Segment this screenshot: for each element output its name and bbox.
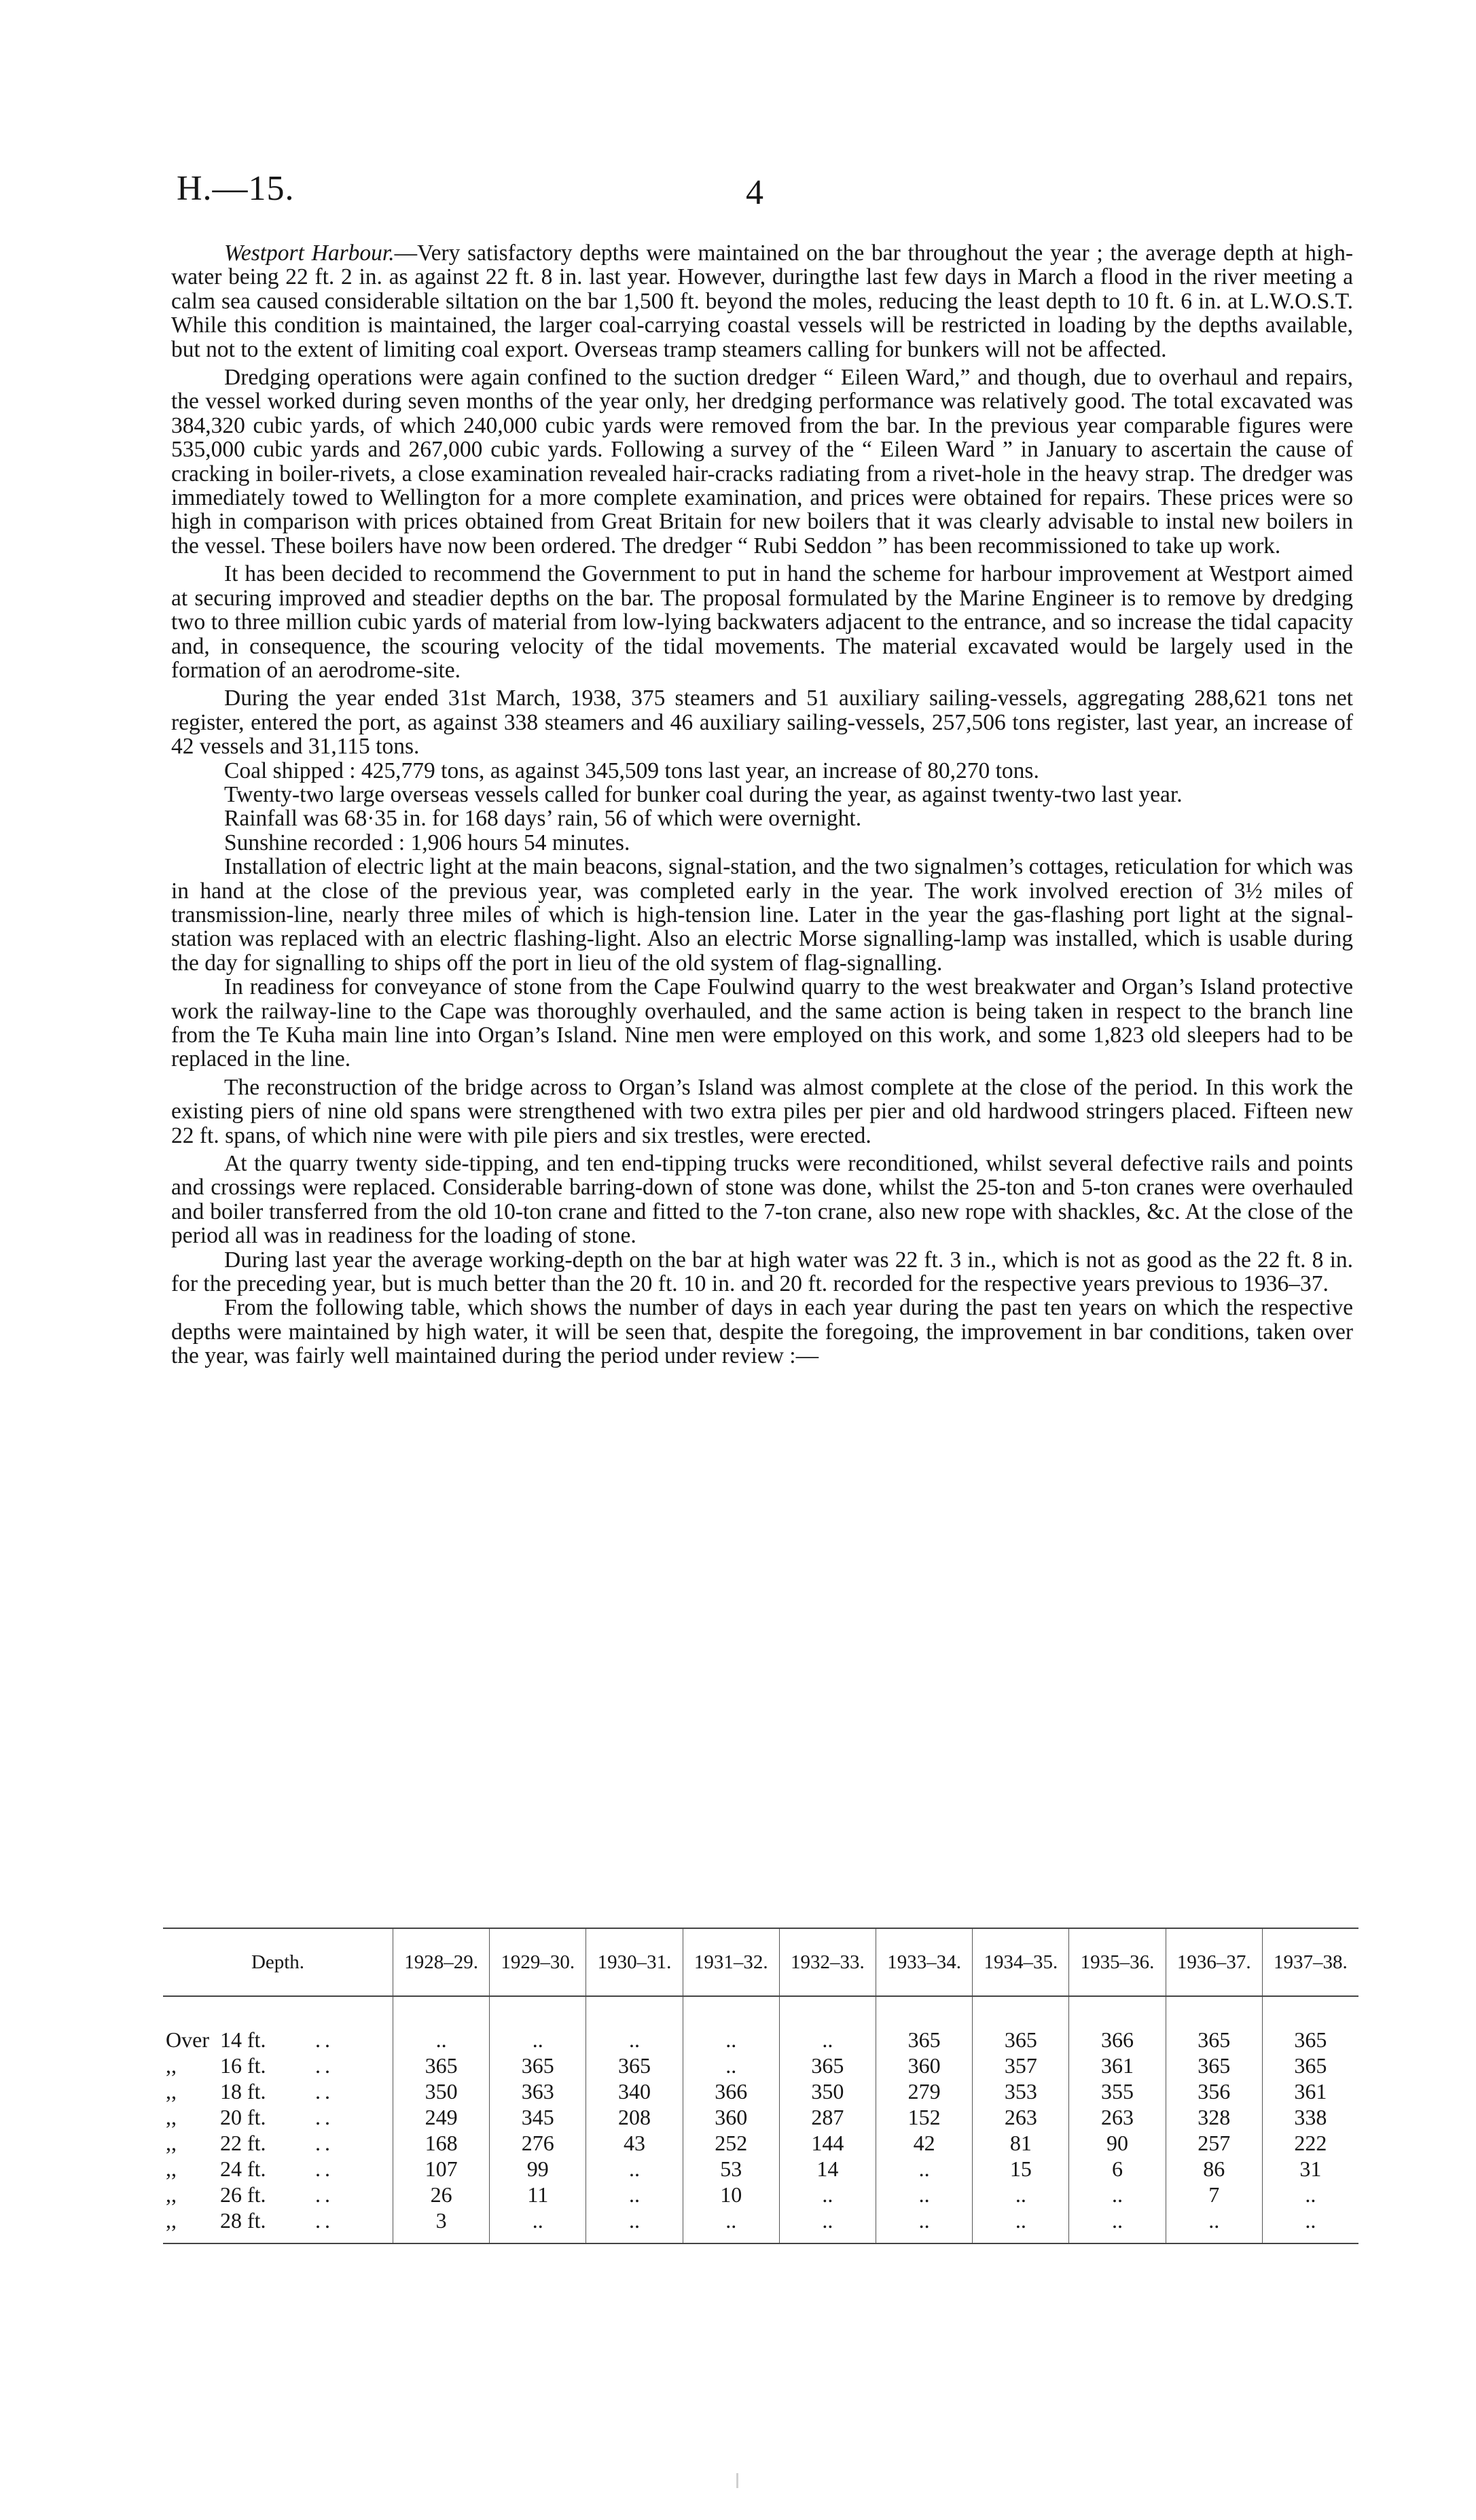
column-header-year: 1928–29. [393,1928,490,1996]
days-cell: 263 [973,2104,1069,2130]
table-row [163,2207,1358,2243]
days-cell: .. [876,2207,973,2243]
days-cell: 366 [1069,2027,1166,2053]
paragraph-quarry: At the quarry twenty side-tipping, and ten end-tipping trucks were reconditioned, whilst several defective rails and points and crossings were replaced. Considerable barring-down of stone was done, whilst the 25-ton and 5-ton cranes were overhauled and boiler transferred from the old 10-ton crane and fitted to the 7-ton crane, also new rope with shackles, &c. At the close of the period all was in readiness for the loading of stone. [171,1151,1353,1249]
days-cell: 90 [1069,2130,1166,2156]
days-cell: 366 [683,2078,779,2104]
column-header-depth: Depth. [163,1928,393,1996]
days-cell: 208 [586,2104,683,2130]
depth-label-cell [163,2182,393,2207]
days-cell: 363 [490,2078,586,2104]
depth-value: 28 ft. [220,2208,266,2233]
section-heading: Westport Harbour. [224,241,395,266]
days-cell: 356 [1166,2078,1262,2104]
table-row [163,2130,1358,2156]
days-cell: 263 [1069,2104,1166,2130]
table-header-row [163,1928,1358,1996]
days-cell: 365 [1262,2053,1358,2078]
depth-prefix: ,, [166,2105,177,2129]
depth-prefix: ,, [166,2182,177,2207]
table-row [163,2156,1358,2182]
paragraph-westport-harbour [171,241,1353,361]
paragraph-table-intro: From the following table, which shows the number of days in each year during the past ten years on which the respective depths were maintained by high water, it will be seen that, despite the foregoing, the improvement in bar conditions, taken over the year, was fairly well maintained during the period under review :— [171,1295,1353,1369]
leader-dots: .. [315,2105,334,2129]
depth-value: 18 ft. [220,2079,266,2104]
days-cell: 107 [393,2156,490,2182]
days-cell: 361 [1262,2078,1358,2104]
paragraph-shipping-entered: During the year ended 31st March, 1938, 375 steamers and 51 auxiliary sailing-vessels, aggregating 288,621 tons net register, entered the port, as against 338 steamers and 46 auxiliary sailing-vessels, 257,506 tons register, last year, an increase of 42 vessels and 31,115 tons. [171,686,1353,760]
days-cell: 365 [973,2027,1069,2053]
table-row [163,2027,1358,2053]
days-cell: 81 [973,2130,1069,2156]
days-cell: 6 [1069,2156,1166,2182]
paragraph-harbour-scheme: It has been decided to recommend the Government to put in hand the scheme for harbour improvement at Westport aimed at securing improved and steadier depths on the bar. The proposal formulated by the Marine Engineer is to remove by dredging two to three million cubic yards of material from low-lying backwaters adjacent to the entrance, and so increase the tidal capacity and, in consequence, the scouring velocity of the tidal movements. The material excavated would be largely used in the formation of an aerodrome-site. [171,561,1353,683]
days-cell: .. [586,2207,683,2243]
leader-dots: .. [315,2079,334,2104]
depth-label-cell [163,2078,393,2104]
days-cell: 338 [1262,2104,1358,2130]
depth-table-body [163,1996,1358,2243]
days-cell: .. [586,2027,683,2053]
days-cell: 86 [1166,2156,1262,2182]
days-cell: 26 [393,2182,490,2207]
paragraph-working-depth: During last year the average working-depth on the bar at high water was 22 ft. 3 in., which is not as good as the 22 ft. 8 in. for the preceding year, but is much better than the 20 ft. 10 in. and 20 ft. recorded for the respective years previous to 1936–37. [171,1247,1353,1297]
depth-value: 24 ft. [220,2157,266,2181]
depth-label-cell [163,2104,393,2130]
depth-prefix: ,, [166,2157,177,2181]
days-cell: 365 [1166,2053,1262,2078]
paragraph-railway-line: In readiness for conveyance of stone from the Cape Foulwind quarry to the west breakwater and Organ’s Island protective work the railway-line to the Cape was thoroughly overhauled, and the same action is being taken in respect to the branch line from the Te Kuha main line into Organ’s Island. Nine men were employed on this work, and some 1,823 old sleepers had to be replaced in the line. [171,974,1353,1072]
depth-label-cell [163,2156,393,2182]
days-cell: .. [1069,2182,1166,2207]
days-cell: 365 [393,2053,490,2078]
leader-dots: .. [315,2131,334,2155]
days-cell: 357 [973,2053,1069,2078]
days-cell: 7 [1166,2182,1262,2207]
days-cell: .. [586,2156,683,2182]
days-cell: 365 [1166,2027,1262,2053]
days-cell: .. [876,2182,973,2207]
days-cell: .. [1262,2207,1358,2243]
table-row [163,2104,1358,2130]
paragraph-sunshine: Sunshine recorded : 1,906 hours 54 minutes. [224,830,630,855]
depth-value: 16 ft. [220,2053,266,2078]
days-cell: .. [779,2207,876,2243]
days-cell: 3 [393,2207,490,2243]
depth-label-cell [163,2027,393,2053]
column-header-year: 1936–37. [1166,1928,1262,1996]
days-cell: .. [1069,2207,1166,2243]
days-cell: 345 [490,2104,586,2130]
days-cell: 42 [876,2130,973,2156]
depth-prefix: Over [166,2027,209,2052]
days-cell: .. [1166,2207,1262,2243]
days-cell: 328 [1166,2104,1262,2130]
days-cell: 355 [1069,2078,1166,2104]
days-cell: 257 [1166,2130,1262,2156]
paragraph-bridge: The reconstruction of the bridge across to Organ’s Island was almost complete at the close of the period. In this work the existing piers of nine old spans were strengthened with two extra piles per pier and old hardwood stringers placed. Fifteen new 22 ft. spans, of which nine were with pile piers and six trestles, were erected. [171,1074,1353,1148]
days-cell: 222 [1262,2130,1358,2156]
paragraph-coal-shipped: Coal shipped : 425,779 tons, as against 345,509 tons last year, an increase of 80,270 tons. [224,758,1039,783]
days-cell: 53 [683,2156,779,2182]
days-cell: 43 [586,2130,683,2156]
days-cell: .. [490,2207,586,2243]
column-header-year: 1935–36. [1069,1928,1166,1996]
depth-value: 26 ft. [220,2182,266,2207]
days-cell: 144 [779,2130,876,2156]
days-cell: 279 [876,2078,973,2104]
table-spacer-row [163,1996,1358,2027]
depth-label-cell [163,2207,393,2243]
days-cell: 365 [1262,2027,1358,2053]
depth-prefix: ,, [166,2131,177,2155]
paragraph-dredging: Dredging operations were again confined to the suction dredger “ Eileen Ward,” and though, due to overhaul and repairs, the vessel worked during seven months of the year only, her dredging performance was relatively good. The total excavated was 384,320 cubic yards, of which 240,000 cubic yards were removed from the bar. In the previous year comparable figures were 535,000 cubic yards and 267,000 cubic yards. Following a survey of the “ Eileen Ward ” in January to ascertain the cause of cracking in boiler-rivets, a close examination revealed hair-cracks radiating from a rivet-hole in the heavy strap. The dredger was immediately towed to Wellington for a more complete examination, and prices were obtained for repairs. These prices were so high in comparison with prices obtained from Great Britain for new boilers that it was clearly advisable to instal new boilers in the vessel. These boilers have now been ordered. The dredger “ Rubi Seddon ” has been recommissioned to take up work. [171,365,1353,558]
document-reference: H.—15. [177,169,295,208]
table-row [163,2053,1358,2078]
page-number: 4 [746,173,763,212]
depth-value: 20 ft. [220,2105,266,2129]
depth-value: 22 ft. [220,2131,266,2155]
days-cell: .. [393,2027,490,2053]
days-cell: 252 [683,2130,779,2156]
paragraph-rainfall: Rainfall was 68·35 in. for 168 days’ rain, 56 of which were overnight. [224,806,862,832]
days-cell: 350 [779,2078,876,2104]
days-cell: 361 [1069,2053,1166,2078]
days-cell: 152 [876,2104,973,2130]
leader-dots: .. [315,2208,334,2233]
depth-prefix: ,, [166,2079,177,2104]
days-cell: 353 [973,2078,1069,2104]
table-row [163,2182,1358,2207]
days-cell: 276 [490,2130,586,2156]
page-footer-mark [736,2473,738,2488]
column-header-year: 1937–38. [1262,1928,1358,1996]
days-cell: 340 [586,2078,683,2104]
days-cell: .. [683,2207,779,2243]
paragraph-text: —Very satisfactory depths were maintained on the bar throughout the year ; the average depth at high-water being 22 ft. 2 in. as against 22 ft. 8 in. last year. However, duringthe last few days in March a flood in the river meeting a calm sea caused considerable siltation on the bar 1,500 ft. beyond the moles, reducing the least depth to 10 ft. 6 in. at L.W.O.S.T. While this condition is maintained, the larger coal-carrying coastal vessels will be restricted in loading by the depths available, but not to the extent of limiting coal export. Overseas tramp steamers calling for bunkers will not be affected. [171,241,1353,362]
depth-days-table [163,1928,1358,2244]
days-cell: 10 [683,2182,779,2207]
days-cell: 14 [779,2156,876,2182]
leader-dots: .. [315,2182,334,2207]
column-header-year: 1930–31. [586,1928,683,1996]
column-header-year: 1931–32. [683,1928,779,1996]
days-cell: 365 [490,2053,586,2078]
column-header-year: 1932–33. [779,1928,876,1996]
days-cell: 249 [393,2104,490,2130]
days-cell: .. [586,2182,683,2207]
depth-label-cell [163,2053,393,2078]
column-header-year: 1933–34. [876,1928,973,1996]
days-cell: 11 [490,2182,586,2207]
days-cell: .. [973,2182,1069,2207]
days-cell: 360 [876,2053,973,2078]
leader-dots: .. [315,2053,334,2078]
days-cell: 365 [586,2053,683,2078]
days-cell: 31 [1262,2156,1358,2182]
table-row [163,2078,1358,2104]
days-cell: 99 [490,2156,586,2182]
days-cell: 350 [393,2078,490,2104]
days-cell: 168 [393,2130,490,2156]
paragraph-electric-light: Installation of electric light at the main beacons, signal-station, and the two signalmen’s cottages, reticulation for which was in hand at the close of the previous year, was completed early in the year. The work involved erection of 3½ miles of transmission-line, nearly three miles of which is high-tension line. Later in the year the gas-flashing port light at the signal-station was replaced with an electric flashing-light. Also an electric Morse signalling-lamp was installed, which is usable during the day for signalling to ships off the port in lieu of the old system of flag-signalling. [171,854,1353,976]
leader-dots: .. [315,2027,334,2052]
column-header-year: 1929–30. [490,1928,586,1996]
paragraph-bunker-vessels: Twenty-two large overseas vessels called for bunker coal during the year, as against twenty-two last year. [224,781,1183,807]
depth-label-cell [163,2130,393,2156]
days-cell: .. [876,2156,973,2182]
depth-prefix: ,, [166,2053,177,2078]
column-header-year: 1934–35. [973,1928,1069,1996]
body-text [171,241,1353,1368]
leader-dots: .. [315,2157,334,2181]
days-cell: 360 [683,2104,779,2130]
days-cell: .. [779,2182,876,2207]
days-cell: .. [683,2027,779,2053]
days-cell: .. [490,2027,586,2053]
days-cell: 365 [876,2027,973,2053]
depth-table-container [163,1928,1358,2244]
days-cell: .. [1262,2182,1358,2207]
depth-prefix: ,, [166,2208,177,2233]
days-cell: 365 [779,2053,876,2078]
days-cell: 287 [779,2104,876,2130]
days-cell: .. [973,2207,1069,2243]
depth-value: 14 ft. [220,2027,266,2052]
days-cell: 15 [973,2156,1069,2182]
days-cell: .. [779,2027,876,2053]
days-cell: .. [683,2053,779,2078]
